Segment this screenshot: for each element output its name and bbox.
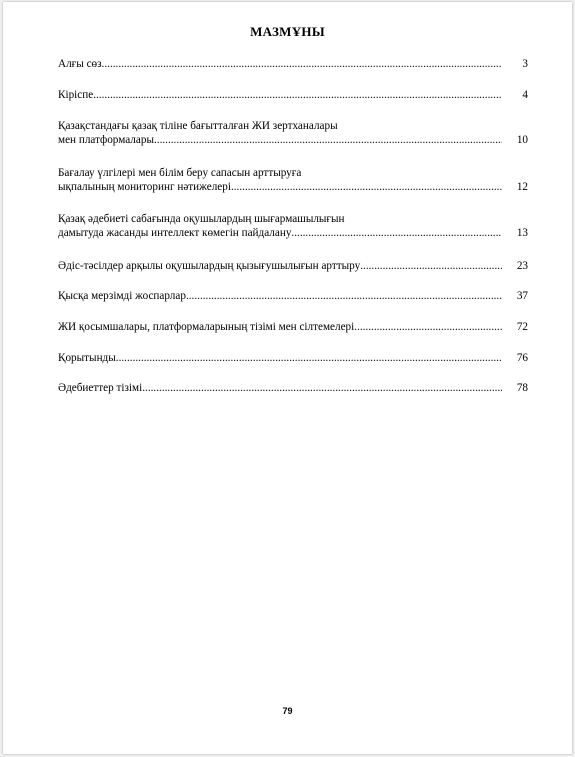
toc-entry: [58, 88, 528, 102]
toc-page-number: 23: [516, 260, 528, 272]
toc-page-number: 72: [516, 321, 528, 333]
toc-entry-title: ЖИ қосымшалары, платформаларының тізімі мен сілтемелері: [58, 321, 355, 333]
toc-page-number: 3: [522, 58, 528, 70]
document-page: [3, 2, 572, 754]
toc-page-number: 12: [516, 181, 528, 193]
toc-entry: [58, 166, 528, 194]
toc-entry-title: дамытуда жасанды интеллект көмегін пайдалану: [58, 227, 292, 239]
toc-page-number: 37: [516, 290, 528, 302]
toc-entry: [58, 320, 528, 334]
toc-leader-dots: [360, 259, 502, 273]
toc-entry-title: Кіріспе: [58, 89, 94, 101]
toc-entry: [58, 351, 528, 365]
toc-entry-title: Қорытынды: [58, 352, 116, 364]
toc-entry-title: мен платформалары: [58, 134, 154, 146]
toc-entry-title-line: Қазақстандағы қазақ тіліне бағытталған ЖИ зертханалары: [58, 120, 338, 132]
toc-leader-dots: [93, 88, 502, 102]
toc-entry-title: Әдіс-тәсілдер арқылы оқушылардың қызығушылығын арттыру: [58, 260, 361, 272]
toc-entry: [58, 289, 528, 303]
toc-entry: [58, 381, 528, 395]
toc-leader-dots: [231, 180, 502, 194]
toc-page-number: 10: [516, 134, 528, 146]
toc-leader-dots: [116, 351, 502, 365]
toc-entry-title: Қысқа мерзімді жоспарлар: [58, 290, 186, 302]
toc-page-number: 4: [522, 89, 528, 101]
toc-entry: [58, 119, 528, 147]
toc-entry-title-line: Қазақ әдебиеті сабағында оқушылардың шығармашылығын: [58, 213, 345, 225]
toc-leader-dots: [102, 57, 502, 71]
toc-leader-dots: [291, 226, 502, 240]
toc-page-number: 13: [516, 227, 528, 239]
toc-leader-dots: [154, 133, 502, 147]
toc-entry-title: ықпалының мониторинг нәтижелері: [58, 181, 231, 193]
toc-entry: [58, 259, 528, 273]
toc-leader-dots: [186, 289, 502, 303]
toc-entry-title: Алғы сөз: [58, 58, 102, 70]
page-title: МАЗМҰНЫ: [250, 24, 325, 39]
toc-entry-title: Әдебиеттер тізімі: [58, 382, 143, 394]
page-number: 79: [282, 706, 293, 716]
toc-leader-dots: [142, 381, 502, 395]
toc-page-number: 76: [516, 352, 528, 364]
toc-entry: [58, 212, 528, 240]
toc-entry: [58, 57, 528, 71]
toc-leader-dots: [354, 320, 502, 334]
toc-entry-title-line: Бағалау үлгілері мен білім беру сапасын арттыруға: [58, 167, 302, 179]
toc-page-number: 78: [516, 382, 528, 394]
